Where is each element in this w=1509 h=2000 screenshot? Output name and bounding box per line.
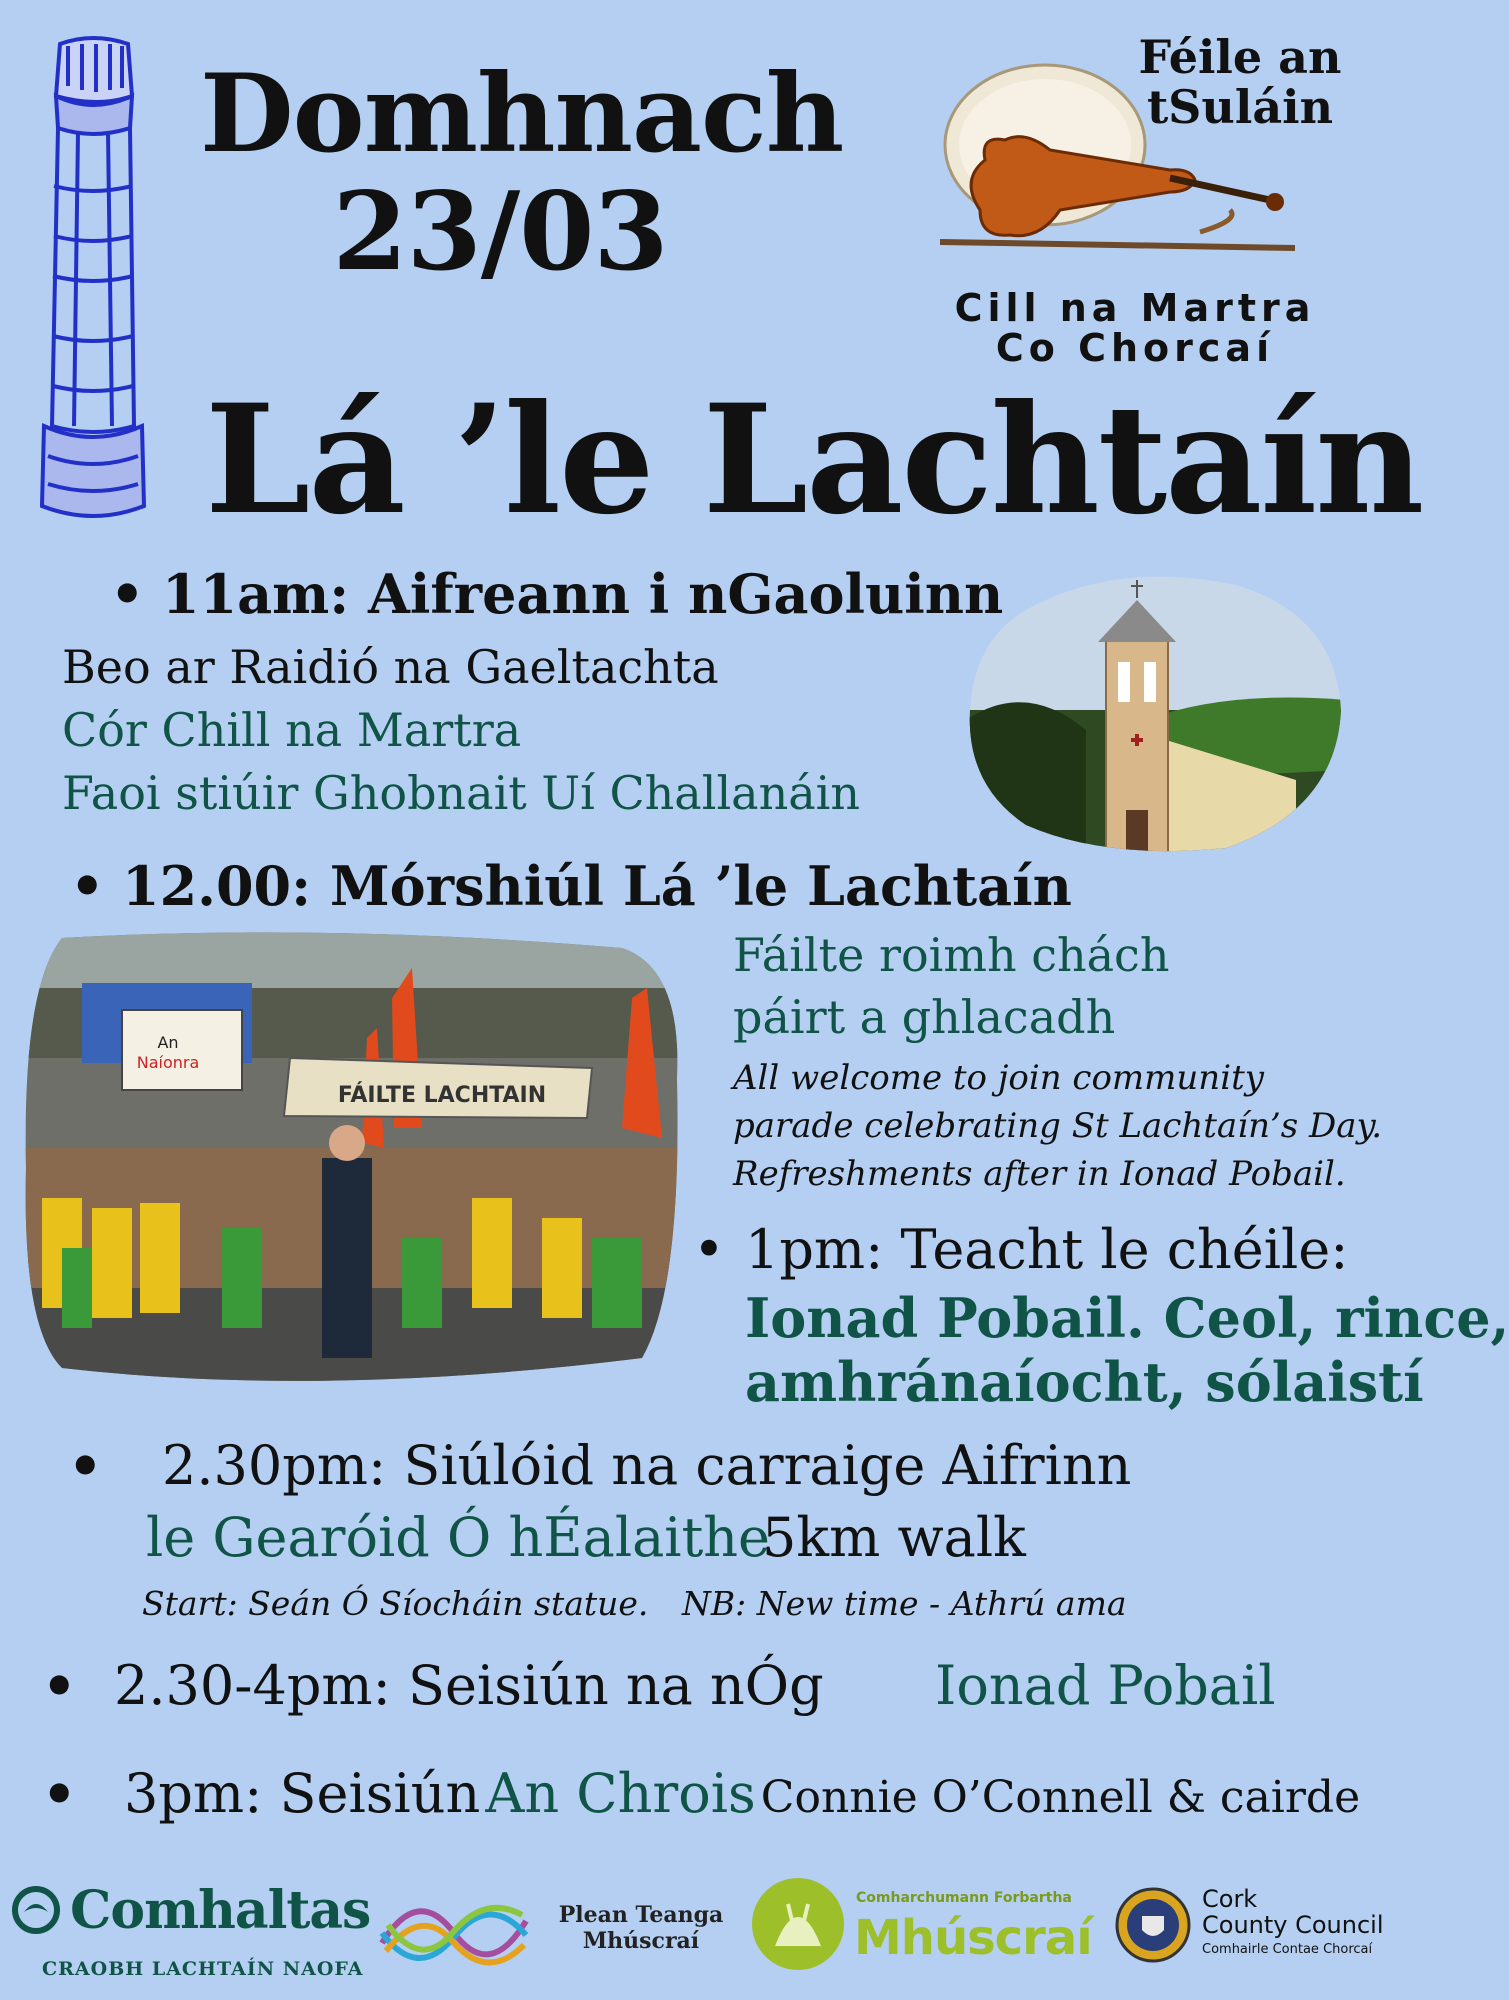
- session-bullet: •: [42, 1762, 77, 1826]
- cork-crest-icon: [1114, 1886, 1192, 1964]
- parade-welcome: Fáilte roimh chách: [733, 928, 1170, 982]
- parade-heading: • 12.00: Mórshiúl Lá ’le Lachtaín: [122, 854, 1072, 918]
- session-heading: 3pm: Seisiún: [124, 1762, 481, 1825]
- mass-choir: Cór Chill na Martra: [62, 703, 522, 757]
- church-photo: [966, 570, 1346, 856]
- walk-distance: 5km walk: [762, 1506, 1026, 1569]
- plean-teanga-line1: Plean Teanga: [558, 1902, 724, 1928]
- placard-text-line2: Naíonra: [136, 1053, 200, 1072]
- gathering-details-line1: Ionad Pobail. Ceol, rince,: [745, 1286, 1509, 1350]
- walk-time-note: NB: New time - Athrú ama: [682, 1584, 1127, 1623]
- parade-banner-text: FÁILTE LACHTAIN: [337, 1083, 547, 1108]
- walk-guide: le Gearóid Ó hÉalaithe: [146, 1506, 771, 1569]
- event-date-heading: [200, 51, 844, 295]
- youth-session-venue: Ionad Pobail: [935, 1654, 1276, 1717]
- muscrai-emblem-icon: [748, 1874, 848, 1974]
- wave-logo-icon: [378, 1885, 530, 1983]
- youth-bullet: •: [42, 1654, 77, 1718]
- placard-text-line1: An: [157, 1033, 179, 1052]
- parade-english-line1: All welcome to join community: [733, 1058, 1264, 1098]
- mass-broadcast: Beo ar Raidió na Gaeltachta: [62, 640, 719, 694]
- parade-english-line3: Refreshments after in Ionad Pobail.: [733, 1154, 1346, 1194]
- walk-bullet: •: [68, 1434, 103, 1498]
- festival-name: [1120, 32, 1360, 132]
- walk-start-point: Start: Seán Ó Síocháin statue.: [142, 1584, 649, 1623]
- comhaltas-emblem-icon: [12, 1886, 60, 1934]
- comhaltas-branch: CRAOBH LACHTAÍN NAOFA: [42, 1958, 364, 1980]
- gathering-details-line2: amhránaíocht, sólaistí: [745, 1350, 1424, 1414]
- reliquary-arm-illustration: [38, 36, 148, 522]
- plean-teanga-line2: Mhúscraí: [582, 1928, 700, 1954]
- parade-participate: páirt a ghlacadh: [733, 990, 1116, 1044]
- parade-photo: [22, 928, 682, 1390]
- mass-heading: • 11am: Aifreann i nGaoluinn: [162, 562, 1003, 626]
- festival-name-line1: Féile an: [1138, 30, 1342, 84]
- festival-name-line2: tSuláin: [1146, 80, 1334, 134]
- plean-teanga-logo: [556, 1902, 726, 1954]
- event-title: Lá ’le Lachtaín: [205, 372, 1423, 548]
- cork-name-line1: Cork: [1202, 1885, 1258, 1913]
- day-label: Domhnach: [200, 51, 844, 177]
- location-label: [945, 288, 1325, 368]
- cork-irish-name: Comhairle Contae Chorcaí: [1202, 1942, 1373, 1957]
- session-line: [124, 1762, 1360, 1825]
- date-label: 23/03: [332, 169, 668, 295]
- session-name: An Chrois: [485, 1762, 756, 1825]
- mass-director: Faoi stiúir Ghobnait Uí Challanáin: [62, 766, 860, 820]
- comhaltas-name: Comhaltas: [70, 1880, 371, 1941]
- gathering-heading: • 1pm: Teacht le chéile:: [745, 1218, 1348, 1281]
- walk-heading: 2.30pm: Siúlóid na carraige Aifrinn: [162, 1434, 1132, 1497]
- location-line1: Cill na Martra: [954, 286, 1316, 330]
- parade-english-line2: parade celebrating St Lachtaín’s Day.: [733, 1106, 1383, 1146]
- location-line2: Co Chorcaí: [995, 326, 1275, 370]
- muscrai-title: Mhúscraí: [854, 1910, 1092, 1966]
- youth-session-heading: 2.30-4pm: Seisiún na nÓg: [114, 1654, 824, 1717]
- session-performers: Connie O’Connell & cairde: [760, 1772, 1361, 1823]
- muscrai-subtitle: Comharchumann Forbartha: [856, 1890, 1072, 1906]
- cork-name-line2: County Council: [1202, 1911, 1384, 1939]
